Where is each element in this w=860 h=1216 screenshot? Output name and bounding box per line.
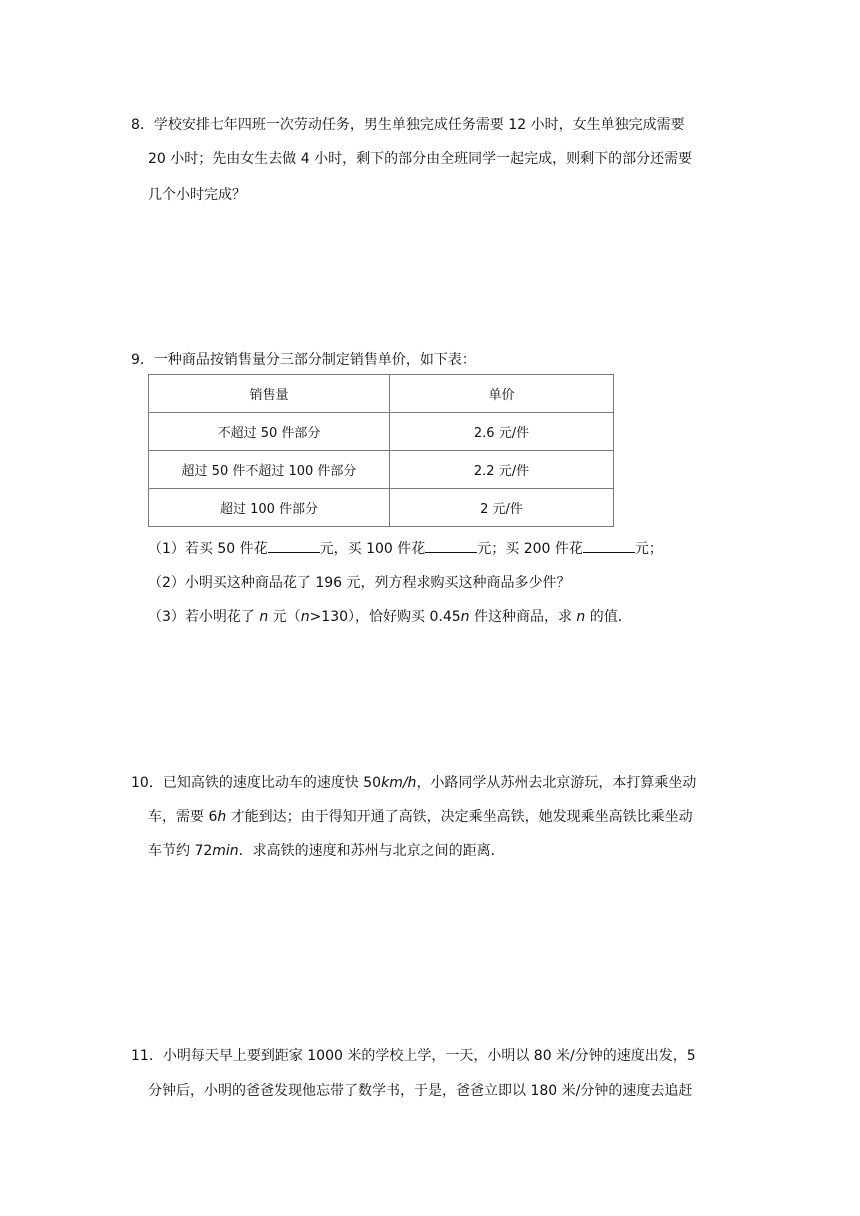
variable-n: n <box>576 609 586 625</box>
q8-line-3: 几个小时完成？ <box>148 187 246 203</box>
q11-line-1: 11．小明每天早上要到距家 1000 米的学校上学，一天，小明以 80 米/分钟的速度出发，5 <box>131 1048 696 1064</box>
table-cell: 超过 100 件部分 <box>149 489 390 527</box>
variable-n: n <box>259 609 269 625</box>
q9-part-3-text: 的值． <box>585 609 632 625</box>
q9-part-3-text: 件这种商品，求 <box>469 609 577 625</box>
table-cell: 2.6 元/件 <box>390 413 614 451</box>
unit-min: min <box>212 843 239 859</box>
table-header-cell: 单价 <box>390 375 614 413</box>
answer-blank <box>583 540 635 553</box>
q10-line-2 <box>148 806 693 826</box>
q11-line-2: 分钟后，小明的爸爸发现他忘带了数学书，于是，爸爸立即以 180 米/分钟的速度去追赶 <box>148 1083 693 1099</box>
answer-blank <box>268 540 320 553</box>
table-cell: 2 元/件 <box>390 489 614 527</box>
q9-part-1-text: 元； <box>634 541 663 557</box>
price-table <box>148 374 614 527</box>
q9-part-2: （2）小明买这种商品花了 196 元，列方程求购买这种商品多少件？ <box>148 575 571 591</box>
table-cell: 2.2 元/件 <box>390 451 614 489</box>
unit-km-h: km/h <box>381 775 417 791</box>
q9-part-1-text: 元，买 100 件花 <box>319 541 426 557</box>
q9-part-1-text: （1）若买 50 件花 <box>148 541 268 557</box>
q9-part-3-text: （3）若小明花了 <box>148 609 260 625</box>
q9-part-3-text: >130），恰好购买 0.45 <box>309 609 461 625</box>
q10-text: ，小路同学从苏州去北京游玩，本打算乘坐动 <box>416 775 697 791</box>
q8-line-2: 20 小时；先由女生去做 4 小时，剩下的部分由全班同学一起完成，则剩下的部分还需要 <box>148 151 693 167</box>
table-cell: 超过 50 件不超过 100 件部分 <box>149 451 390 489</box>
table-header-cell: 销售量 <box>149 375 390 413</box>
table-row <box>149 451 614 489</box>
q10-text: 车节约 72 <box>148 843 213 859</box>
table-row <box>149 413 614 451</box>
q9-part-3-text: 元（ <box>268 609 301 625</box>
q9-part-1-text: 元；买 200 件花 <box>477 541 583 557</box>
answer-blank <box>425 540 477 553</box>
variable-n: n <box>460 609 470 625</box>
q8-line-1: 8．学校安排七年四班一次劳动任务，男生单独完成任务需要 12 小时，女生单独完成需要 <box>131 117 685 133</box>
q9-intro: 9．一种商品按销售量分三部分制定销售单价，如下表： <box>131 352 476 368</box>
q10-text: 10．已知高铁的速度比动车的速度快 50 <box>131 775 382 791</box>
q10-line-3 <box>148 840 505 860</box>
q10-text: 车，需要 6 <box>148 809 218 825</box>
unit-h: h <box>217 809 227 825</box>
variable-n: n <box>300 609 310 625</box>
table-cell: 不超过 50 件部分 <box>149 413 390 451</box>
q10-text: 才能到达；由于得知开通了高铁，决定乘坐高铁，她发现乘坐高铁比乘坐动 <box>226 809 693 825</box>
q9-part-1 <box>148 538 663 558</box>
q10-line-1 <box>131 772 696 792</box>
q10-text: ．求高铁的速度和苏州与北京之间的距离． <box>238 843 505 859</box>
table-header-row <box>149 375 614 413</box>
table-row <box>149 489 614 527</box>
q9-part-3 <box>148 606 632 626</box>
